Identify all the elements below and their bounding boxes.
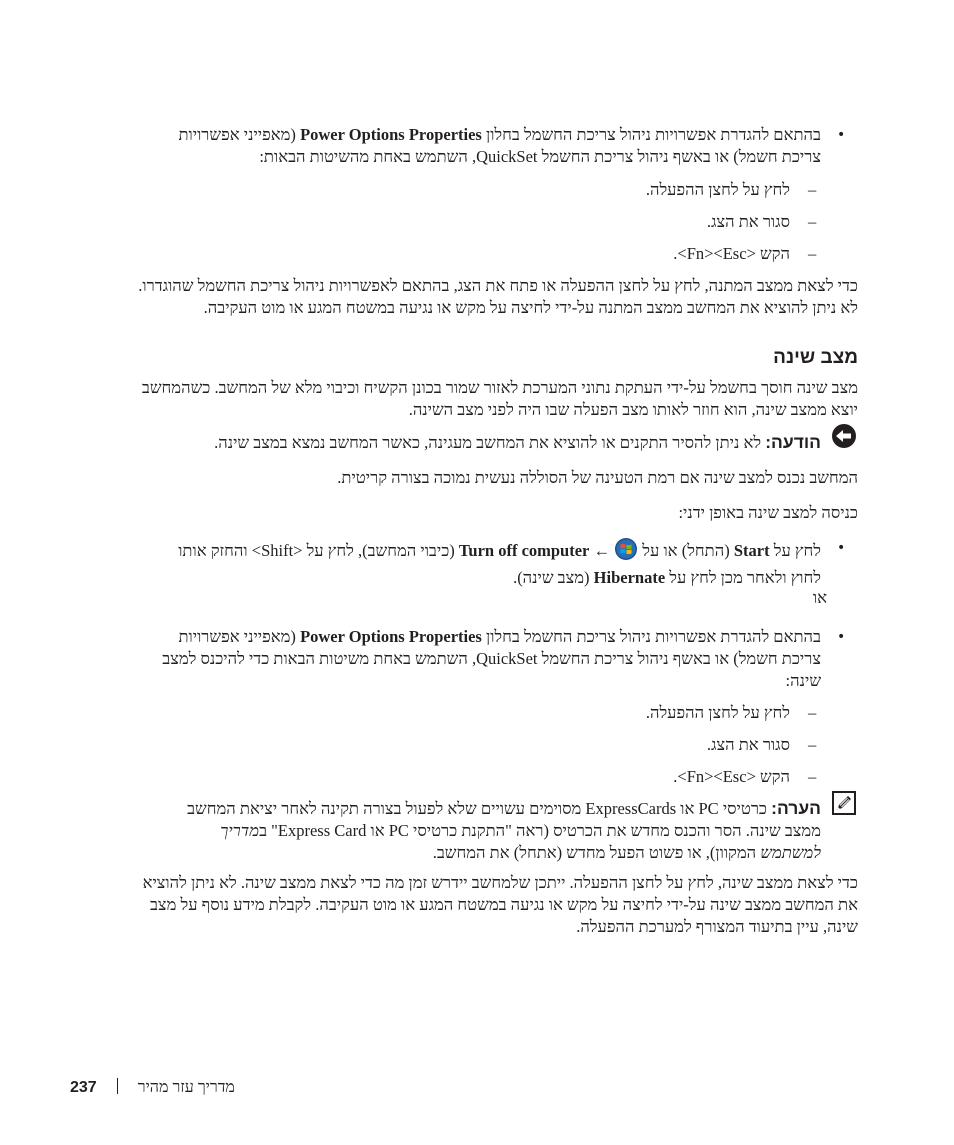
section-heading: מצב שינה [773,347,858,368]
dash-text: סגור את הצג. [706,212,790,231]
power-options-term: Power Options Properties [300,125,482,144]
manual-hibernate-paragraph: כניסה למצב שינה באופן ידני: [678,503,858,522]
text-line: שינה: [785,671,821,690]
text-line: צריכת חשמל) או באשף ניהול צריכת החשמל QuickSet, השתמש באחת משיטות הבאות כדי להיכנס למצב [162,649,821,668]
bullet-dot: • [837,540,846,556]
footer-divider [117,1078,118,1094]
text-run: בהתאם להגדרת אפשרויות ניהול צריכת החשמל בחלון [485,627,821,646]
text-run: לחץ על [773,541,821,560]
notice-icon [831,423,857,454]
note-label: הערה: [771,798,821,818]
bullet-dot: • [837,127,846,143]
text-run: לא ניתן להסיר התקנים או להוציא את המחשב מעגינה, כאשר המחשב נמצא במצב שינה. [214,433,762,452]
text-line: שינה, עיין בתיעוד המצורף למערכת ההפעלה. [576,917,858,936]
arrow-icon: ← [593,542,611,560]
guide-title-italic: למשתמש [760,843,821,862]
text-run: לחוץ ולאחר מכן לחץ על [669,568,821,587]
dash-text: לחץ על לחצן ההפעלה. [645,180,790,199]
hibernate-term: Hibernate [593,568,666,587]
text-run: (התחל) או על [642,541,730,560]
hibernate-intro-paragraph [98,377,858,421]
note-text [101,797,821,864]
windows-start-icon [614,537,638,567]
text-line: כדי לצאת ממצב שינה, לחץ על לחצן ההפעלה. ייתכן שלמחשב יידרש זמן מה כדי לצאת ממצב שינה. לא ניתן להוציא [142,873,858,892]
note-pencil-icon [832,791,856,820]
dash-text: הקש <Fn><Esc>. [673,244,790,263]
text-line: כדי לצאת ממצב המתנה, לחץ על לחצן ההפעלה או פתח את הצג, בהתאם לאפשרויות ניהול צריכת החשמל שהוגדרו. [138,276,858,295]
text-run: המקוון), או פשוט הפעל מחדש (אתחל) את המחשב. [432,843,757,862]
bullet-text [101,124,821,168]
battery-paragraph: המחשב נכנס למצב שינה אם רמת הטעינה של הסוללה נעשית נמוכה בצורה קריטית. [337,468,858,487]
notice-text [214,431,821,454]
power-options-term: Power Options Properties [300,627,482,646]
dash-mark: – [808,180,817,199]
start-term: Start [733,541,770,560]
bullet-dot: • [837,629,846,645]
page-number: 237 [70,1079,97,1096]
guide-title-italic: מדריך [220,821,260,840]
text-line: צריכת חשמל) או באשף ניהול צריכת החשמל QuickSet, השתמש באחת מהשיטות הבאות: [259,147,821,166]
footer-title: מדריך עזר מהיר [137,1079,235,1096]
text-run: (כיבוי המחשב), לחץ על <Shift> והחזק אותו [178,541,455,560]
standby-exit-paragraph [98,275,858,319]
text-line: לא ניתן להוציא את המחשב ממצב המתנה על-ידי לחיצה על מקש או נגיעה במשטח המגע או מוט העקיבה. [203,298,858,317]
dash-mark: – [808,735,817,754]
hibernate-exit-paragraph [98,872,858,938]
bullet-text [101,626,821,692]
dash-mark: – [808,767,817,786]
text-run: (מאפייני אפשרויות [178,125,296,144]
text-run: (מצב שינה). [513,568,590,587]
turn-off-term: Turn off computer [458,541,590,560]
text-run: בהתאם להגדרת אפשרויות ניהול צריכת החשמל בחלון [485,125,821,144]
text-run: כרטיסי PC או ExpressCards מסוימים עשויים שלא לפעול בצורה תקינה לאחר יציאת המחשב [187,799,767,818]
dash-text: סגור את הצג. [706,735,790,754]
text-run: (מאפייני אפשרויות [178,627,296,646]
notice-label: הודעה: [765,432,821,452]
text-line: מצב שינה חוסך בחשמל על-ידי העתקת נתוני המערכת לאזור שמור בכונן הקשיח וכיבוי מלא של המחשב. כשהמחשב [141,378,858,397]
or-text: או [812,588,827,607]
text-run: ממצב שינה. הסר והכנס מחדש את הכרטיס (ראה "התקנת כרטיסי PC או Express Card" ב [259,821,821,840]
page-footer [70,1077,235,1099]
dash-mark: – [808,703,817,722]
dash-text: הקש <Fn><Esc>. [673,767,790,786]
dash-mark: – [808,212,817,231]
text-line: את המחשב ממצב שינה על-ידי לחיצה על מקש או נגיעה במשטח המגע או מוט העקיבה. לקבלת מידע נוסף על מצב [149,895,858,914]
dash-mark: – [808,244,817,263]
dash-text: לחץ על לחצן ההפעלה. [645,703,790,722]
bullet-text [101,537,821,589]
text-line: יוצא ממצב שינה, הוא חוזר לאותו מצב הפעלה שבו היה לפני מצב השינה. [408,400,858,419]
